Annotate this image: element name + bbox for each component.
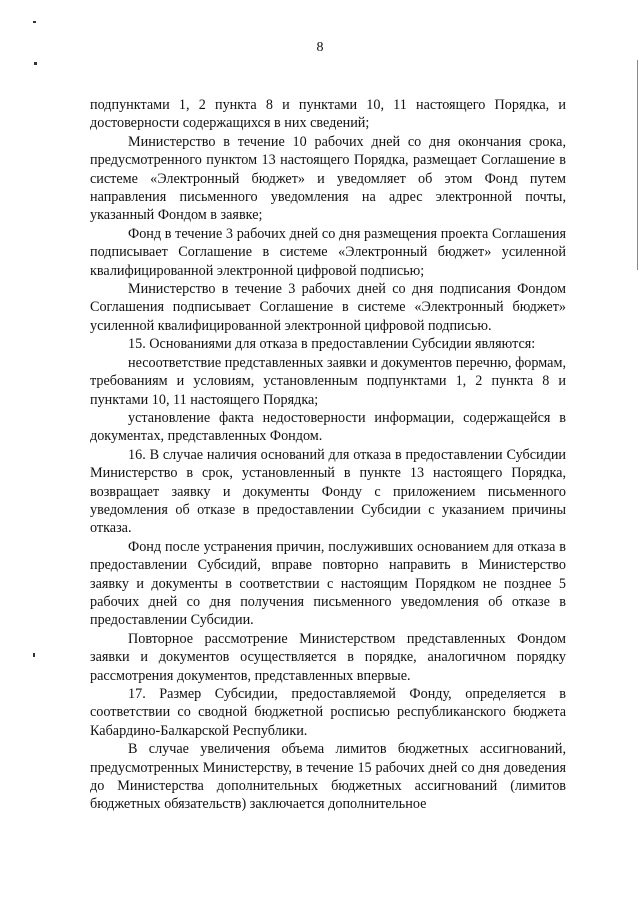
paragraph: несоответствие представленных заявки и документов перечню, формам, требованиям и условиям, установленным подпунктами 1, 2 пункта 8 и пунктами 10, 11 настоящего Порядка; [90,354,566,408]
paragraph: Фонд в течение 3 рабочих дней со дня размещения проекта Соглашения подписывает Соглашение в системе «Электронный бюджет» усиленной квалифицированной электронной цифровой подписью; [90,225,566,279]
paragraph: Фонд после устранения причин, послуживших основанием для отказа в предоставлении Субсидий, вправе повторно направить в Министерство заявку и документы в соответствии с настоящим Порядком не позднее 5 рабочих дней со дня получения письменного уведомления об отказе в предоставлении Субсидии. [90,538,566,629]
scan-mark-left-top [33,21,36,23]
paragraph-clause-17: 17. Размер Субсидии, предоставляемой Фонду, определяется в соответствии со сводной бюджетной росписью республиканского бюджета Кабардино-Балкарской Республики. [90,686,566,739]
scan-mark-left-middle [33,653,35,657]
paragraph-clause-15: 15. Основаниями для отказа в предоставлении Субсидии являются: [128,336,536,353]
paragraph: В случае увеличения объема лимитов бюджетных ассигнований, предусмотренных Министерству, в течение 15 рабочих дней со дня доведения до Министерства дополнительных бюджетных ассигнований (лимитов бюджетных обязательств) заключается дополнительное [90,741,566,813]
paragraph: Министерство в течение 3 рабочих дней со дня подписания Фондом Соглашения подписывает Соглашение в системе «Электронный бюджет» усиленной квалифицированной электронной цифровой подписью. [90,281,566,334]
scan-edge-right [637,60,638,270]
paragraph-continuation: подпунктами 1, 2 пункта 8 и пунктами 10, 11 настоящего Порядка, и достоверности содержащихся в них сведений; [90,97,566,132]
document-body [90,96,566,814]
paragraph: Министерство в течение 10 рабочих дней со дня окончания срока, предусмотренного пунктом 13 настоящего Порядка, размещает Соглашение в системе «Электронный бюджет» и уведомляет об этом Фонд путем направления письменного уведомления на адрес электронной почты, указанный Фондом в заявке; [90,133,566,224]
paragraph-clause-16: 16. В случае наличия оснований для отказа в предоставлении Субсидии Министерство в срок, установленный в пункте 13 настоящего Порядка, возвращает заявку и документы Фонду с приложением письменного уведомления об отказе в предоставлении Субсидии с указанием причины отказа. [90,446,566,537]
scan-mark-left-top-2 [34,62,37,65]
paragraph: Повторное рассмотрение Министерством представленных Фондом заявки и документов осуществляется в порядке, аналогичном порядку рассмотрения документов, представленных впервые. [90,630,566,684]
paragraph: установление факта недостоверности информации, содержащейся в документах, представленных Фондом. [90,409,566,445]
page-number: 8 [316,40,324,55]
